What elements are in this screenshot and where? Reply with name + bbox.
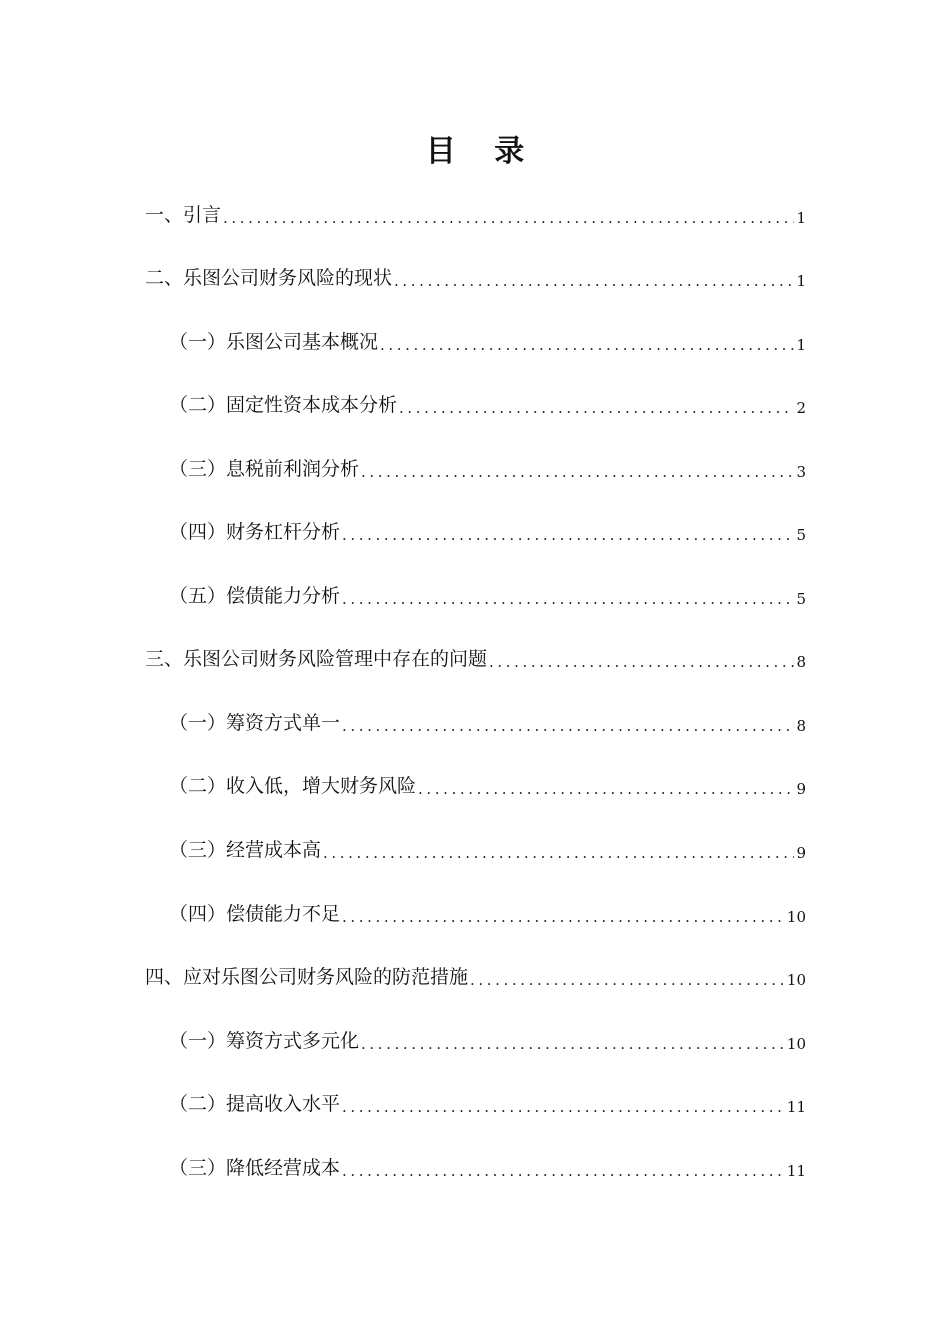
toc-entry-label: 四、应对乐图公司财务风险的防范措施	[145, 966, 469, 989]
toc-entry[interactable]	[145, 369, 806, 433]
toc-entry-label: （五）偿债能力分析	[169, 584, 341, 607]
toc-page-number: 9	[796, 844, 806, 863]
toc-entry-label: （二）固定性资本成本分析	[169, 394, 398, 417]
toc-page-number: 11	[786, 1098, 806, 1117]
toc-page-number: 8	[796, 653, 806, 672]
toc-entry-label: （三）降低经营成本	[169, 1156, 341, 1179]
toc-entry-label: （一）筹资方式多元化	[169, 1029, 360, 1052]
toc-entry[interactable]	[145, 750, 806, 814]
dot-leader	[323, 843, 794, 863]
dot-leader	[418, 779, 794, 799]
toc-entry-label: （一）乐图公司基本概况	[169, 330, 379, 353]
toc-entry[interactable]	[145, 941, 806, 1005]
toc-entry[interactable]	[145, 813, 806, 877]
dot-leader	[342, 1161, 785, 1181]
toc-entry-label: 二、乐图公司财务风险的现状	[145, 267, 393, 290]
toc-page-number: 5	[796, 589, 806, 608]
dot-leader	[399, 398, 794, 418]
dot-leader	[342, 525, 794, 545]
toc-page-number: 10	[786, 907, 806, 926]
toc-entry[interactable]	[145, 496, 806, 560]
dot-leader	[342, 716, 794, 736]
toc-entry[interactable]	[145, 559, 806, 623]
dot-leader	[342, 907, 785, 927]
toc-entry[interactable]	[145, 1004, 806, 1068]
toc-entry[interactable]	[145, 305, 806, 369]
dot-leader	[394, 271, 794, 291]
dot-leader	[470, 970, 785, 990]
toc-entry-label: （四）财务杠杆分析	[169, 521, 341, 544]
toc-entry[interactable]	[145, 178, 806, 242]
dot-leader	[223, 208, 794, 228]
toc-entry[interactable]	[145, 623, 806, 687]
dot-leader	[342, 589, 794, 609]
toc-page-number: 1	[796, 335, 806, 354]
dot-leader	[361, 462, 794, 482]
toc-page-number: 9	[796, 780, 806, 799]
toc-page-number: 10	[786, 1034, 806, 1053]
toc-entry[interactable]	[145, 686, 806, 750]
toc-page-number: 10	[786, 971, 806, 990]
toc-entry-label: （二）提高收入水平	[169, 1093, 341, 1116]
dot-leader	[489, 652, 794, 672]
toc-page-number: 11	[786, 1161, 806, 1180]
toc-entry[interactable]	[145, 432, 806, 496]
toc-entry-label: （三）息税前利润分析	[169, 457, 360, 480]
toc-entry-label: （一）筹资方式单一	[169, 711, 341, 734]
toc-entry[interactable]	[145, 1068, 806, 1132]
dot-leader	[342, 1097, 785, 1117]
toc-entry-label: （四）偿债能力不足	[169, 902, 341, 925]
toc-page-number: 8	[796, 716, 806, 735]
toc-page-number: 1	[796, 208, 806, 227]
toc-page-number: 2	[796, 399, 806, 418]
toc-entry-label: （三）经营成本高	[169, 839, 322, 862]
toc-entry-label: 三、乐图公司财务风险管理中存在的问题	[145, 648, 488, 671]
toc-entry[interactable]	[145, 242, 806, 306]
toc-page-number: 5	[796, 526, 806, 545]
toc-title: 目 录	[425, 134, 539, 169]
dot-leader	[361, 1034, 785, 1054]
toc-entry-label: 一、引言	[145, 203, 222, 226]
toc-page-number: 1	[796, 272, 806, 291]
toc-page-number: 3	[796, 462, 806, 481]
toc-entry[interactable]	[145, 1131, 806, 1195]
dot-leader	[380, 335, 794, 355]
toc-entry-label: （二）收入低，增大财务风险	[169, 775, 417, 798]
toc-list	[145, 178, 806, 1195]
toc-entry[interactable]	[145, 877, 806, 941]
